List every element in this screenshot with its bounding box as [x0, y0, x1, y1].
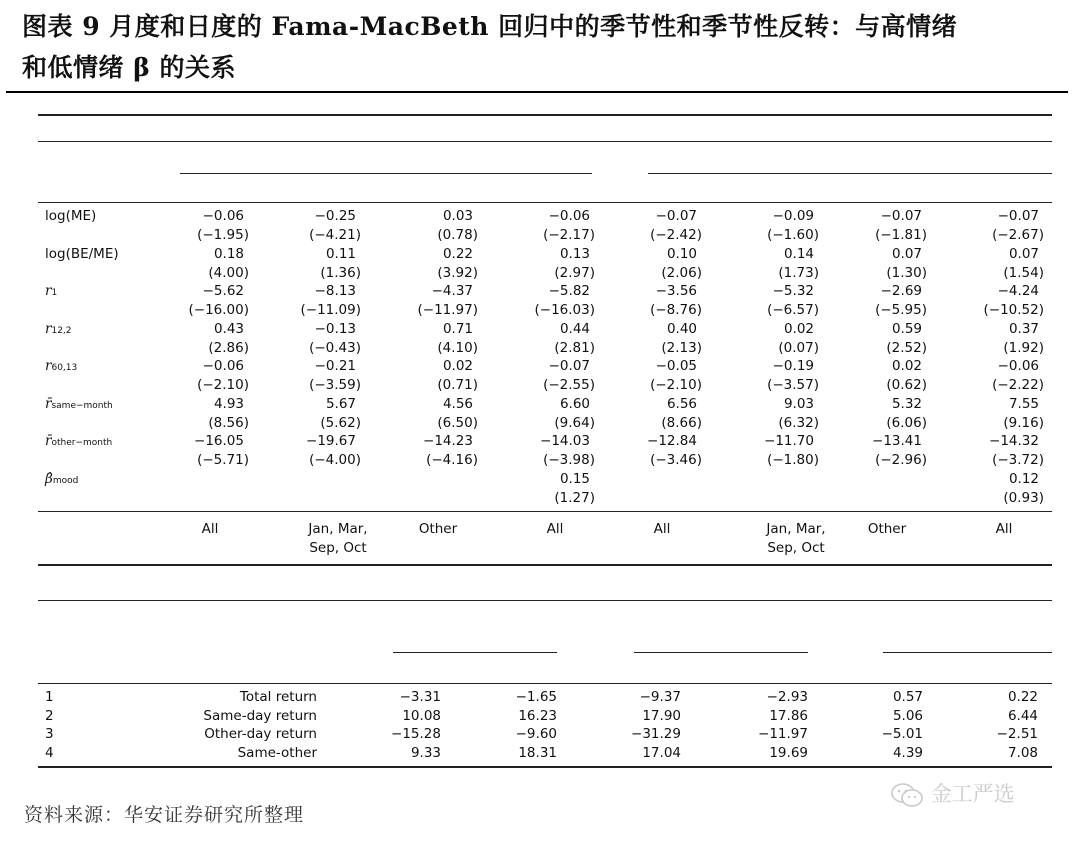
value-cell: 0.57	[892, 689, 923, 705]
coef-cell: −0.21	[314, 358, 356, 374]
tstat-cell: (0.62)	[886, 377, 927, 393]
coef-cell: −0.07	[655, 208, 697, 224]
tstat-cell: (6.50)	[437, 414, 478, 431]
tstat-cell: (1.73)	[778, 264, 819, 281]
tstat-cell: (−6.57)	[767, 302, 819, 318]
source-note: 资料来源：华安证券研究所整理	[24, 804, 305, 826]
spec-cell: 2	[45, 707, 54, 724]
sample-cell: Sep, Oct	[767, 540, 825, 556]
tstat-cell: (1.27)	[554, 489, 595, 506]
coef-cell: −2.69	[880, 283, 922, 299]
coef-cell: −0.13	[314, 320, 356, 337]
coef-cell: −4.24	[997, 283, 1039, 299]
group-rule-all-but-microcaps	[648, 173, 1052, 174]
tstat-cell: (−11.97)	[417, 302, 478, 318]
tstat-cell: (2.97)	[554, 264, 595, 281]
panel-a-header-rule	[38, 202, 1052, 203]
tstat-cell: (0.07)	[778, 339, 819, 356]
variable-cell: Same-other	[237, 745, 317, 762]
coef-cell: −0.25	[314, 208, 356, 224]
panel-b-header-rule	[38, 683, 1052, 684]
row-label-main: r	[45, 358, 52, 374]
row-label-main: r	[45, 283, 52, 299]
value-cell: −3.31	[399, 689, 441, 705]
value-cell: 7.08	[1007, 745, 1038, 762]
coef-cell: −12.84	[647, 433, 697, 449]
coef-cell: 5.67	[325, 395, 356, 412]
value-cell: 16.23	[518, 707, 557, 724]
coef-cell: 0.03	[442, 208, 473, 224]
panel-b-title-rule	[38, 600, 1052, 601]
coef-cell: 0.07	[1008, 245, 1039, 262]
tstat-cell: (9.16)	[1003, 414, 1044, 431]
tstat-cell: (−0.43)	[309, 339, 361, 356]
group-rule-all-stocks	[180, 173, 592, 174]
tstat-cell: (0.71)	[437, 377, 478, 393]
coef-cell: 0.02	[783, 320, 814, 337]
coef-cell: −0.05	[655, 358, 697, 374]
coef-cell: −11.70	[764, 433, 814, 449]
tstat-cell: (5.62)	[320, 414, 361, 431]
tstat-cell: (1.92)	[1003, 339, 1044, 356]
tstat-cell: (2.81)	[554, 339, 595, 356]
coef-cell: −0.06	[202, 358, 244, 374]
group-rule-mf	[634, 652, 808, 653]
coef-cell: −5.32	[772, 283, 814, 299]
sample-cell: Other	[418, 521, 458, 537]
tstat-cell: (−10.52)	[983, 302, 1044, 318]
tstat-cell: (0.93)	[1003, 489, 1044, 506]
tstat-cell: (2.13)	[661, 339, 702, 356]
tstat-cell: (0.78)	[437, 227, 478, 243]
value-cell: 17.86	[769, 707, 808, 724]
spec-cell: 4	[45, 745, 54, 762]
sample-cell: All	[653, 521, 671, 537]
tstat-cell: (−3.46)	[650, 452, 702, 468]
value-cell: 9.33	[410, 745, 441, 762]
panel-a-top-rule	[38, 114, 1052, 116]
row-label-subscript: 1	[51, 288, 58, 298]
sample-cell: Other	[867, 521, 907, 537]
coef-cell: 0.40	[666, 320, 697, 337]
coef-cell: 4.93	[213, 395, 244, 412]
coef-cell: −14.32	[989, 433, 1039, 449]
tstat-cell: (8.66)	[661, 414, 702, 431]
tstat-cell: (−11.09)	[300, 302, 361, 318]
coef-cell: 6.60	[559, 395, 590, 412]
coef-cell: −0.06	[548, 208, 590, 224]
tstat-cell: (4.10)	[437, 339, 478, 356]
sample-cell: All	[201, 521, 219, 537]
sample-cell: Sep, Oct	[309, 540, 367, 556]
tstat-cell: (−2.96)	[875, 452, 927, 468]
tstat-cell: (−16.03)	[534, 302, 595, 318]
coef-cell: 0.07	[891, 245, 922, 262]
coef-cell: −19.67	[306, 433, 356, 449]
tstat-cell: (−5.71)	[197, 452, 249, 468]
coef-cell: 6.56	[666, 395, 697, 412]
tstat-cell: (−1.81)	[875, 227, 927, 243]
row-label-main: r̄	[45, 433, 52, 449]
spec-cell: 3	[45, 726, 54, 743]
tstat-cell: (−3.59)	[309, 377, 361, 393]
coef-cell: −13.41	[872, 433, 922, 449]
value-cell: −9.37	[639, 689, 681, 705]
tstat-cell: (−2.17)	[543, 227, 595, 243]
coef-cell: −16.05	[194, 433, 244, 449]
tstat-cell: (1.30)	[886, 264, 927, 281]
row-label-subscript: 60,13	[51, 363, 78, 373]
coef-cell: 5.32	[891, 395, 922, 412]
figure-title-line1: 图表 9 月度和日度的 Fama-MacBeth 回归中的季节性和季节性反转：与高情绪	[22, 12, 958, 41]
coef-cell: 0.12	[1008, 470, 1039, 487]
variable-cell: Other-day return	[204, 726, 317, 743]
tstat-cell: (−2.42)	[650, 227, 702, 243]
value-cell: −15.28	[391, 726, 441, 743]
value-cell: −2.93	[766, 689, 808, 705]
tstat-cell: (−3.57)	[767, 377, 819, 393]
coef-cell: 0.71	[442, 320, 473, 337]
coef-cell: −0.19	[772, 358, 814, 374]
value-cell: 4.39	[892, 745, 923, 762]
tstat-cell: (−8.76)	[650, 302, 702, 318]
sample-cell: Jan, Mar,	[766, 521, 826, 537]
row-label-subscript: 12,2	[51, 325, 72, 336]
tstat-cell: (4.00)	[208, 264, 249, 281]
coef-cell: 9.03	[783, 395, 814, 412]
coef-cell: 0.37	[1008, 320, 1039, 337]
title-rule	[6, 91, 1068, 93]
value-cell: −5.01	[881, 726, 923, 743]
tstat-cell: (1.36)	[320, 264, 361, 281]
coef-cell: −14.23	[423, 433, 473, 449]
tstat-cell: (1.54)	[1003, 264, 1044, 281]
tstat-cell: (−4.21)	[309, 227, 361, 243]
value-cell: 6.44	[1007, 707, 1038, 724]
coef-cell: 0.13	[559, 245, 590, 262]
group-rule-full	[393, 652, 557, 653]
row-label-main: r	[45, 320, 52, 337]
panel-b-bottom-rule	[38, 766, 1052, 768]
value-cell: 18.31	[518, 745, 557, 762]
coef-cell: −0.06	[202, 208, 244, 224]
tstat-cell: (−2.10)	[197, 377, 249, 393]
coef-cell: −5.82	[548, 283, 590, 299]
tstat-cell: (6.32)	[778, 414, 819, 431]
coef-cell: −0.06	[997, 358, 1039, 374]
coef-cell: −0.09	[772, 208, 814, 224]
tstat-cell: (−4.16)	[426, 452, 478, 468]
tstat-cell: (2.06)	[661, 264, 702, 281]
coef-cell: 0.02	[442, 358, 473, 374]
tstat-cell: (−2.67)	[992, 227, 1044, 243]
coef-cell: 0.02	[891, 358, 922, 374]
row-label: log(ME)	[45, 208, 97, 224]
row-label: log(BE/ME)	[45, 245, 119, 262]
value-cell: 17.04	[642, 745, 681, 762]
tstat-cell: (−1.60)	[767, 227, 819, 243]
tstat-cell: (2.52)	[886, 339, 927, 356]
sample-cell: Jan, Mar,	[308, 521, 368, 537]
coef-cell: 0.59	[891, 320, 922, 337]
figure-title	[22, 6, 1062, 88]
value-cell: 17.90	[642, 707, 681, 724]
row-label-subscript: other−month	[51, 438, 113, 448]
row-label-main: β̂	[45, 470, 53, 487]
tstat-cell: (3.92)	[437, 264, 478, 281]
coef-cell: 0.10	[666, 245, 697, 262]
variable-cell: Same-day return	[203, 707, 317, 724]
sample-cell: All	[995, 521, 1013, 537]
coef-cell: 0.44	[559, 320, 590, 337]
coef-cell: 7.55	[1008, 395, 1039, 412]
spec-cell: 1	[45, 689, 54, 705]
tstat-cell: (8.56)	[208, 414, 249, 431]
value-cell: −1.65	[515, 689, 557, 705]
tstat-cell: (−3.72)	[992, 452, 1044, 468]
tstat-cell: (−1.95)	[197, 227, 249, 243]
sample-cell: All	[546, 521, 564, 537]
tstat-cell: (−3.98)	[543, 452, 595, 468]
coef-cell: −0.07	[880, 208, 922, 224]
tstat-cell: (−4.00)	[309, 452, 361, 468]
watermark	[890, 778, 1015, 808]
panel-a-title-rule	[38, 141, 1052, 142]
coef-cell: 0.43	[213, 320, 244, 337]
tstat-cell: (−1.80)	[767, 452, 819, 468]
watermark-text: 金工严选	[930, 782, 1015, 806]
value-cell: 19.69	[769, 745, 808, 762]
coef-cell: −5.62	[202, 283, 244, 299]
tstat-cell: (2.86)	[208, 339, 249, 356]
row-label	[45, 471, 78, 487]
tstat-cell: (−5.95)	[875, 302, 927, 318]
value-cell: 0.22	[1007, 689, 1038, 705]
coef-cell: −8.13	[314, 283, 356, 299]
coef-cell: −4.37	[431, 283, 473, 299]
coef-cell: 0.15	[559, 470, 590, 487]
value-cell: −31.29	[631, 726, 681, 743]
tstat-cell: (−2.55)	[543, 377, 595, 393]
wechat-icon	[890, 782, 924, 808]
coef-cell: −0.07	[548, 358, 590, 374]
value-cell: 5.06	[892, 707, 923, 724]
tstat-cell: (9.64)	[554, 414, 595, 431]
value-cell: −9.60	[515, 726, 557, 743]
coef-cell: 0.11	[325, 245, 356, 262]
coef-cell: 4.56	[442, 395, 473, 412]
coef-cell: −14.03	[540, 433, 590, 449]
group-rule-nomf	[883, 652, 1052, 653]
tstat-cell: (6.06)	[886, 414, 927, 431]
row-label-subscript: same−month	[51, 400, 113, 411]
value-cell: −2.51	[996, 726, 1038, 743]
panel-a-bottom-rule	[38, 564, 1052, 566]
value-cell: 10.08	[402, 707, 441, 724]
value-cell: −11.97	[758, 726, 808, 743]
coef-cell: 0.18	[213, 245, 244, 262]
tstat-cell: (−16.00)	[188, 302, 249, 318]
row-label-subscript: mood	[52, 475, 79, 486]
coef-cell: 0.14	[783, 245, 814, 262]
tstat-cell: (−2.10)	[650, 377, 702, 393]
panel-a-sample-rule	[38, 511, 1052, 512]
figure-title-line2: 和低情绪 β 的关系	[22, 53, 237, 82]
row-label-main: r̄	[45, 395, 52, 412]
coef-cell: 0.22	[442, 245, 473, 262]
variable-cell: Total return	[239, 689, 317, 705]
tstat-cell: (−2.22)	[992, 377, 1044, 393]
coef-cell: −3.56	[655, 283, 697, 299]
coef-cell: −0.07	[997, 208, 1039, 224]
